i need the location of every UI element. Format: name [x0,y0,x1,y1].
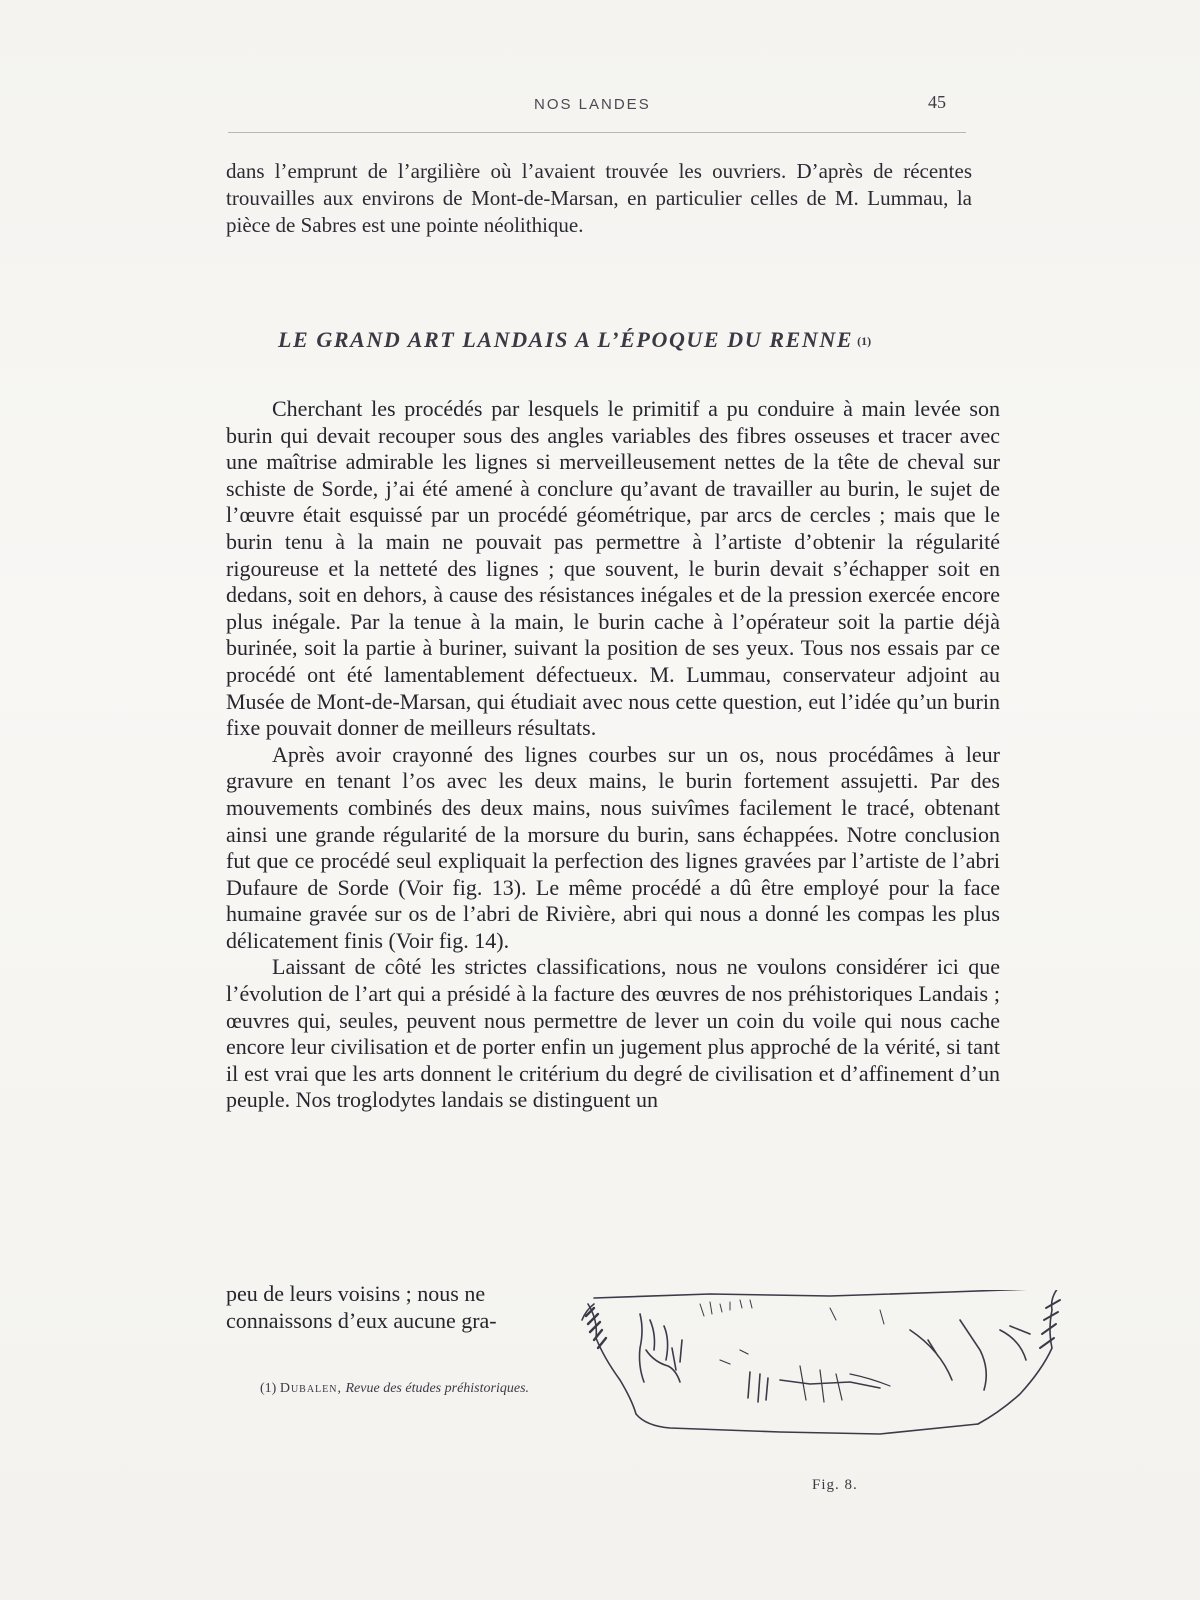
paragraph-3: Laissant de côté les strictes classifications, nous ne voulons considérer ici que l’évolution de l’art qui a présidé à la facture des œuvres de nos préhistoriques Landais ; œuvres qui, seules, peuvent nous permettre de lever un coin du voile qui nous cache encore leur civilisation et de porter enfin un jugement plus approché de la vérité, si tant il est vrai que les arts donnent le critérium du degré de civilisation et d’affinement d’un peuple. Nos troglodytes landais se distinguent un [226,954,1000,1113]
wrap-line-2: connaissons d’eux aucune gra- [226,1308,497,1333]
paragraph-2: Après avoir crayonné des lignes courbes sur un os, nous procédâmes à leur gravure en tenant l’os avec les deux mains, le burin fortement assujetti. Par des mouvements combinés des deux mains, nous suivîmes facilement le tracé, obtenant ainsi une grande régularité de la morsure du burin, sans échappées. Notre conclusion fut que ce procédé seul expliquait la perfection des lignes gravées par l’artiste de l’abri Dufaure de Sorde (Voir fig. 13). Le même procédé a dû être employé pour la face humaine gravée sur os de l’abri de Rivière, abri qui nous a donné les compas les plus délicatement finis (Voir fig. 14). [226,741,1000,953]
section-heading-text: LE GRAND ART LANDAIS A L’ÉPOQUE DU RENNE [278,327,854,352]
footnote [226,1378,576,1400]
footnote-number: (1) [260,1381,277,1396]
intro-paragraph: dans l’emprunt de l’argilière où l’avaient trouvée les ouvriers. D’après de récentes trouvailles aux environs de Mont-de-Marsan, en particulier celles de M. Lummau, la pièce de Sabres est une pointe néolithique. [226,159,972,237]
body-text [226,396,1000,1114]
wrapped-text [226,1280,566,1334]
footnote-journal: Revue des études préhistoriques. [345,1381,530,1396]
bone-fragment-drawing [580,1290,1090,1480]
running-title: NOS LANDES [534,96,651,113]
section-heading [278,327,871,353]
footnote-author: Dubalen, [279,1381,342,1396]
figure-caption: Fig. 8. [812,1477,858,1493]
page-number: 45 [928,92,946,112]
paragraph-1: Cherchant les procédés par lesquels le primitif a pu conduire à main levée son burin qui devait recouper sous des angles variables des fibres osseuses et tracer avec une maîtrise admirable les lignes si merveilleusement nettes de la tête de cheval sur schiste de Sorde, j’ai été amené à conclure qu’avant de travailler au burin, le sujet de l’œuvre était esquissé par un procédé géométrique, par arcs de cercles ; mais que le burin tenu à la main ne pouvait pas permettre à l’artiste d’obtenir la régularité rigoureuse et la netteté des lignes ; que souvent, le burin devait s’échapper soit en dedans, soit en dehors, à cause des résistances inégales et de la pression exercée encore plus inégale. Par la tenue à la main, le burin cache à l’opérateur soit la partie déjà burinée, soit la partie à buriner, suivant la position de ses yeux. Tous nos essais par ce procédé ont été lamentablement défectueux. M. Lummau, conservateur adjoint au Musée de Mont-de-Marsan, qui étudiait avec nous cette question, eut l’idée qu’un burin fixe pouvait donner de meilleurs résultats. [226,396,1000,741]
engraved-bone-figure [580,1290,1090,1480]
wrap-line-1: peu de leurs voisins ; nous ne [226,1281,486,1306]
running-header [228,92,966,133]
heading-footnote-mark: (1) [857,334,872,348]
